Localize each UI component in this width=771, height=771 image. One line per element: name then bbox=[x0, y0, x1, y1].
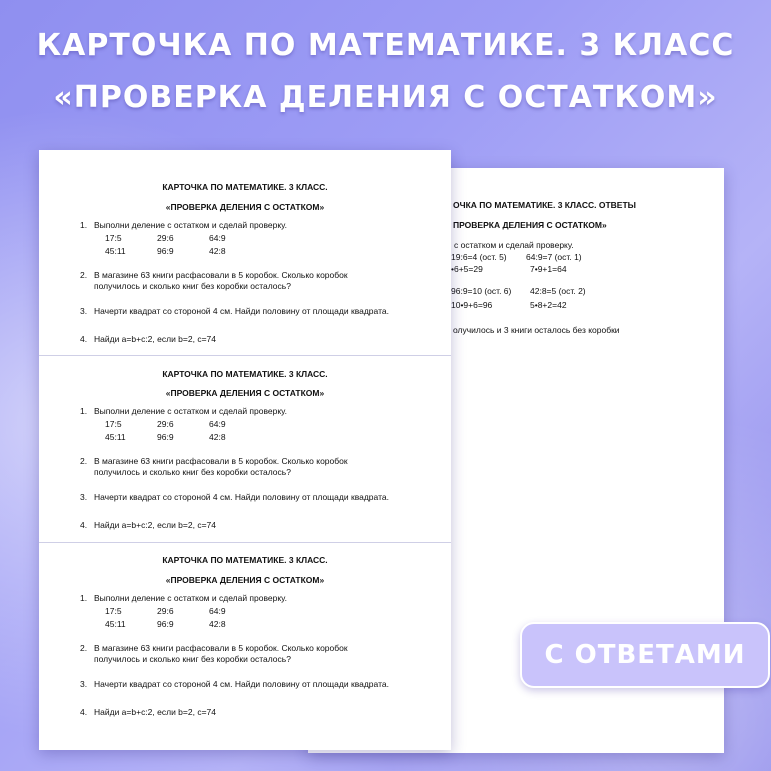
card-heading: КАРТОЧКА ПО МАТЕМАТИКЕ. 3 КЛАСС. bbox=[162, 182, 328, 192]
task-2: 2. В магазине 63 книги расфасовали в 5 коробок. Сколько коробок получилось и сколько книг без коробки осталось? bbox=[80, 456, 348, 477]
tasks-sheet bbox=[39, 150, 451, 750]
task-1-row1: 17:5 29:6 64:9 bbox=[105, 419, 226, 429]
banner-title-line1: КАРТОЧКА ПО МАТЕМАТИКЕ. 3 КЛАСС bbox=[36, 28, 735, 63]
task-1-row1: 17:5 29:6 64:9 bbox=[105, 233, 226, 243]
task-3: 3. Начерти квадрат со стороной 4 см. Найди половину от площади квадрата. bbox=[80, 679, 389, 689]
answer-item: 96:9=10 (ост. 6) bbox=[451, 286, 512, 296]
task-4: 4. Найди a=b+c:2, если b=2, c=74 bbox=[80, 334, 216, 344]
task-1-row2: 45:11 96:9 42:8 bbox=[105, 619, 226, 629]
task-4: 4. Найди a=b+c:2, если b=2, c=74 bbox=[80, 520, 216, 530]
task-4: 4. Найди a=b+c:2, если b=2, c=74 bbox=[80, 707, 216, 717]
task-1-row2: 45:11 96:9 42:8 bbox=[105, 246, 226, 256]
answers-subheading: ПРОВЕРКА ДЕЛЕНИЯ С ОСТАТКОМ» bbox=[453, 220, 607, 230]
task-1-row2: 45:11 96:9 42:8 bbox=[105, 432, 226, 442]
card-subheading: «ПРОВЕРКА ДЕЛЕНИЯ С ОСТАТКОМ» bbox=[165, 202, 325, 212]
task-1: 1. Выполни деление с остатком и сделай проверку. bbox=[80, 593, 287, 603]
task-card bbox=[39, 542, 451, 733]
answer-item: 19:6=4 (ост. 5) bbox=[451, 252, 507, 262]
answer-item: 5•8+2=42 bbox=[530, 300, 567, 310]
task-card bbox=[39, 150, 451, 344]
card-heading: КАРТОЧКА ПО МАТЕМАТИКЕ. 3 КЛАСС. bbox=[162, 369, 328, 379]
task-3: 3. Начерти квадрат со стороной 4 см. Найди половину от площади квадрата. bbox=[80, 492, 389, 502]
answer-item: 7•9+1=64 bbox=[530, 264, 567, 274]
answer-item: •6+5=29 bbox=[451, 264, 483, 274]
task-2: 2. В магазине 63 книги расфасовали в 5 коробок. Сколько коробок получилось и сколько книг без коробки осталось? bbox=[80, 643, 348, 664]
task-1: 1. Выполни деление с остатком и сделай проверку. bbox=[80, 220, 287, 230]
with-answers-badge: С ОТВЕТАМИ bbox=[520, 622, 770, 688]
card-subheading: «ПРОВЕРКА ДЕЛЕНИЯ С ОСТАТКОМ» bbox=[165, 388, 325, 398]
card-subheading: «ПРОВЕРКА ДЕЛЕНИЯ С ОСТАТКОМ» bbox=[165, 575, 325, 585]
task-1: 1. Выполни деление с остатком и сделай проверку. bbox=[80, 406, 287, 416]
answers-line: с остатком и сделай проверку. bbox=[454, 240, 574, 250]
answer-item: олучилось и 3 книги осталось без коробки bbox=[453, 325, 620, 335]
answer-item: 42:8=5 (ост. 2) bbox=[530, 286, 586, 296]
card-heading: КАРТОЧКА ПО МАТЕМАТИКЕ. 3 КЛАСС. bbox=[162, 555, 328, 565]
banner-title-line2: «ПРОВЕРКА ДЕЛЕНИЯ С ОСТАТКОМ» bbox=[53, 80, 718, 115]
answers-heading: ОЧКА ПО МАТЕМАТИКЕ. 3 КЛАСС. ОТВЕТЫ bbox=[453, 200, 636, 210]
task-card bbox=[39, 355, 451, 546]
answer-item: 64:9=7 (ост. 1) bbox=[526, 252, 582, 262]
task-2: 2. В магазине 63 книги расфасовали в 5 коробок. Сколько коробок получилось и сколько книг без коробки осталось? bbox=[80, 270, 348, 291]
task-1-row1: 17:5 29:6 64:9 bbox=[105, 606, 226, 616]
task-3: 3. Начерти квадрат со стороной 4 см. Найди половину от площади квадрата. bbox=[80, 306, 389, 316]
answer-item: 10•9+6=96 bbox=[451, 300, 493, 310]
